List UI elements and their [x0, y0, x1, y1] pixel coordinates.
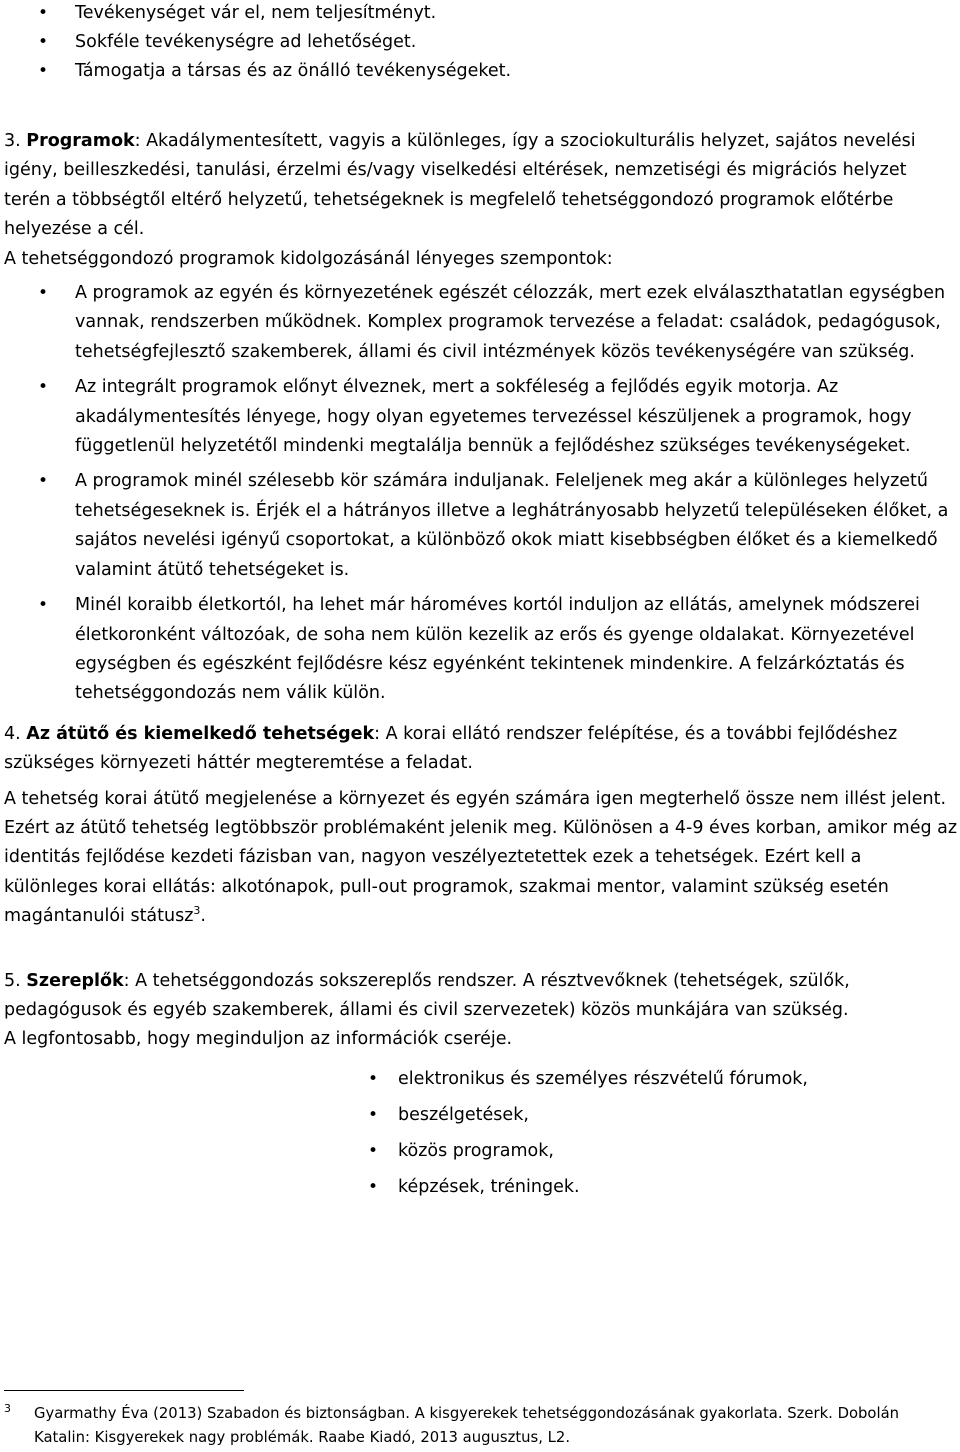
- section-3-lead: A tehetséggondozó programok kidolgozásánál lényeges szempontok:: [4, 248, 613, 269]
- section-intro-text: : A tehetséggondozás sokszereplős rendszer. A résztvevőknek (tehetségek, szülők, pedagógusok és egyéb szakemberek, állami és civil szervezetek) közös munkájára van szükség.: [4, 970, 850, 1020]
- section-body-text: A tehetség korai átütő megjelenése a környezet és egyén számára igen megterhelő össze nem illést jelent. Ezért az átütő tehetség legtöbbször problémaként jelenik meg. Különösen a 4-9 éves korban, amikor még az identitás fejlődése kezdeti fázisban van, nagyon veszélyeztetettek ezek a tehetségek. Ezért kell a különleges korai ellátás: alkotónapok, pull-out programok, szakmai mentor, valamint szükség esetén magántanulói státusz: [4, 788, 958, 927]
- section-3: [4, 127, 958, 709]
- list-item: [38, 467, 958, 585]
- footnote-ref[interactable]: 3: [193, 904, 201, 918]
- list-item-text: beszélgetések,: [398, 1104, 529, 1125]
- list-item: [38, 28, 958, 57]
- list-item-text: A programok az egyén és környezetének egészét célozzák, mert ezek elválaszthatatlan egységben vannak, rendszerben működnek. Komplex programok tervezése a feladat: családok, pedagógusok, tehetségfejlesztő szakemberek, állami és civil intézmények közös tevékenységére van szükség.: [75, 283, 946, 362]
- top-bullet-list: [38, 0, 958, 86]
- section-4: [4, 720, 958, 932]
- section-number: 5.: [4, 970, 21, 991]
- section-heading: Az átütő és kiemelkedő tehetségek: [26, 723, 375, 744]
- footnote-separator: [4, 1390, 244, 1391]
- section-3-bullet-list: [38, 279, 958, 709]
- list-item-text: Sokféle tevékenységre ad lehetőséget.: [75, 32, 417, 52]
- bullet-icon: [38, 591, 75, 709]
- footnote: [4, 1402, 958, 1450]
- list-item-text: Támogatja a társas és az önálló tevékenységeket.: [75, 61, 512, 81]
- section-heading: Szereplők: [26, 970, 124, 991]
- list-item-text: képzések, tréningek.: [398, 1176, 580, 1197]
- document-page: [4, 0, 958, 1205]
- bullet-icon: [38, 467, 75, 585]
- section-5: [4, 941, 958, 1205]
- list-item: [368, 1061, 958, 1097]
- list-item: [368, 1169, 958, 1205]
- section-number: 4.: [4, 723, 21, 744]
- bullet-icon: [368, 1097, 398, 1133]
- bullet-icon: [38, 373, 75, 461]
- list-item-text: Tevékenységet vár el, nem teljesítményt.: [75, 3, 437, 23]
- section-4-intro: [4, 720, 958, 779]
- list-item-text: közös programok,: [398, 1140, 554, 1161]
- list-item: [38, 591, 958, 709]
- list-item-text: A programok minél szélesebb kör számára induljanak. Feleljenek meg akár a különleges helyzetű tehetségeseknek is. Érjék el a hátrányos illetve a leghátrányosabb helyzetű településeken élőket, a sajátos nevelési igényű csoportokat, a különböző okok miatt kisebbségben élőket és a kiemelkedő valamint átütő tehetségeket is.: [75, 471, 949, 580]
- list-item-text: Minél koraibb életkortól, ha lehet már hároméves kortól induljon az ellátás, amelynek módszerei életkoronként változóak, de soha nem külön kezelik az erős és gyenge oldalakat. Környezetével egységben és egészként fejlődésre kész egyénként tekintenek mindenkire. A felzárkóztatás és tehetséggondozás nem válik külön.: [75, 595, 920, 704]
- list-item: [38, 279, 958, 367]
- list-item-text: elektronikus és személyes részvételű fórumok,: [398, 1068, 808, 1089]
- footnote-text: Gyarmathy Éva (2013) Szabadon és biztonságban. A kisgyerekek tehetséggondozásának gyakorlata. Szerk. Dobolán Katalin: Kisgyerekek nagy problémák. Raabe Kiadó, 2013 augusztus, L2.: [34, 1405, 900, 1446]
- list-item: [38, 0, 958, 28]
- bullet-icon: [38, 0, 75, 28]
- section-5-bullet-list: [368, 1061, 958, 1205]
- list-item-text: Az integrált programok előnyt élveznek, mert a sokféleség a fejlődés egyik motorja. Az akadálymentesítés lényege, hogy olyan egyetemes tervezéssel készüljenek a programok, hogy függetlenül helyzetétől mindenki megtalálja bennük a fejlődéshez szükséges tevékenységeket.: [75, 377, 912, 457]
- bullet-icon: [368, 1061, 398, 1097]
- bullet-icon: [38, 57, 75, 86]
- bullet-icon: [368, 1133, 398, 1169]
- section-heading: Programok: [26, 131, 135, 151]
- section-number: 3.: [4, 131, 21, 151]
- section-body-end: .: [200, 906, 206, 927]
- list-item: [38, 373, 958, 461]
- section-intro-text: : A korai ellátó rendszer felépítése, és a további fejlődéshez szükséges környezeti háttér megteremtése a feladat.: [4, 723, 898, 774]
- section-intro-text: : Akadálymentesített, vagyis a különleges, így a szociokulturális helyzet, sajátos nevelési igény, beilleszkedési, tanulási, érzelmi és/vagy viselkedési eltérések, nemzetiségi és migrációs helyzet terén a többségtől eltérő helyzetű, tehetségeknek is megfelelő tehetséggondozó programok előtérbe helyezése a cél.: [4, 131, 916, 240]
- bullet-icon: [38, 279, 75, 367]
- section-3-intro: [4, 127, 958, 245]
- section-4-body: [4, 785, 958, 932]
- section-5-intro: [4, 967, 958, 1026]
- bullet-icon: [38, 28, 75, 57]
- footnote-number: 3: [4, 1402, 11, 1415]
- list-item: [368, 1133, 958, 1169]
- list-item: [38, 57, 958, 86]
- section-5-lead: A legfontosabb, hogy meginduljon az információk cseréje.: [4, 1029, 513, 1050]
- bullet-icon: [368, 1169, 398, 1205]
- list-item: [368, 1097, 958, 1133]
